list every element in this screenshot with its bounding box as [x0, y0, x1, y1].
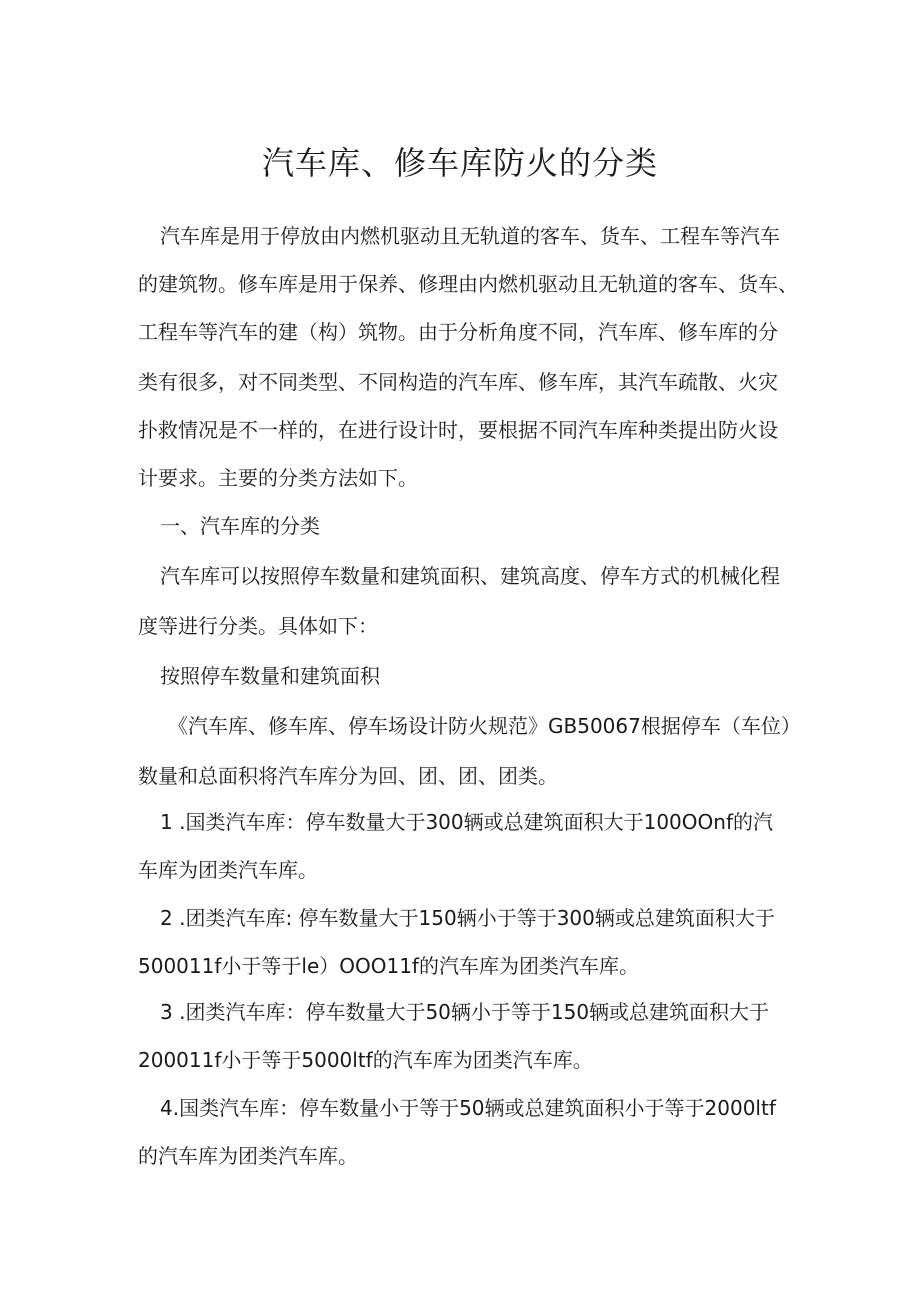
paragraph-line: 汽车库是用于停放由内燃机驱动且无轨道的客车、货车、工程车等汽车 — [160, 224, 780, 248]
list-item-2: 2 .团类汽车库: 停车数量大于150辆小于等于300辆或总建筑面积大于 — [160, 906, 775, 930]
list-item-2-continued: 500011f小于等于le）OOO11f的汽车库为团类汽车库。 — [138, 954, 639, 978]
list-item-1: 1 .国类汽车库：停车数量大于300辆或总建筑面积大于100OOnf的汽 — [160, 810, 773, 834]
paragraph-line: 工程车等汽车的建（构）筑物。由于分析角度不同，汽车库、修车库的分 — [138, 320, 778, 344]
paragraph-line: 汽车库可以按照停车数量和建筑面积、建筑高度、停车方式的机械化程 — [160, 564, 780, 588]
list-item-4: 4.国类汽车库：停车数量小于等于50辆或总建筑面积小于等于2000ltf — [160, 1096, 776, 1120]
paragraph-line: 度等进行分类。具体如下： — [138, 614, 378, 638]
paragraph-line: 《汽车库、修车库、停车场设计防火规范》GB50067根据停车（车位） — [168, 714, 801, 738]
list-item-1-continued: 车库为团类汽车库。 — [138, 858, 318, 882]
paragraph-line: 类有很多，对不同类型、不同构造的汽车库、修车库，其汽车疏散、火灾 — [138, 370, 778, 394]
list-item-3: 3 .团类汽车库：停车数量大于50辆小于等于150辆或总建筑面积大于 — [160, 1000, 770, 1024]
section-heading: 一、汽车库的分类 — [160, 514, 320, 538]
list-item-4-continued: 的汽车库为团类汽车库。 — [138, 1144, 358, 1168]
list-item-3-continued: 200011f小于等于5000ltf的汽车库为团类汽车库。 — [138, 1048, 593, 1072]
paragraph-line: 扑救情况是不一样的，在进行设计时，要根据不同汽车库种类提出防火设 — [138, 418, 778, 442]
document-title: 汽车库、修车库防火的分类 — [261, 144, 658, 182]
paragraph-line: 的建筑物。修车库是用于保养、修理由内燃机驱动且无轨道的客车、货车、 — [138, 272, 798, 296]
paragraph-line: 数量和总面积将汽车库分为回、团、团、团类。 — [138, 764, 558, 788]
subsection-heading: 按照停车数量和建筑面积 — [160, 664, 380, 688]
paragraph-line: 计要求。主要的分类方法如下。 — [138, 466, 418, 490]
